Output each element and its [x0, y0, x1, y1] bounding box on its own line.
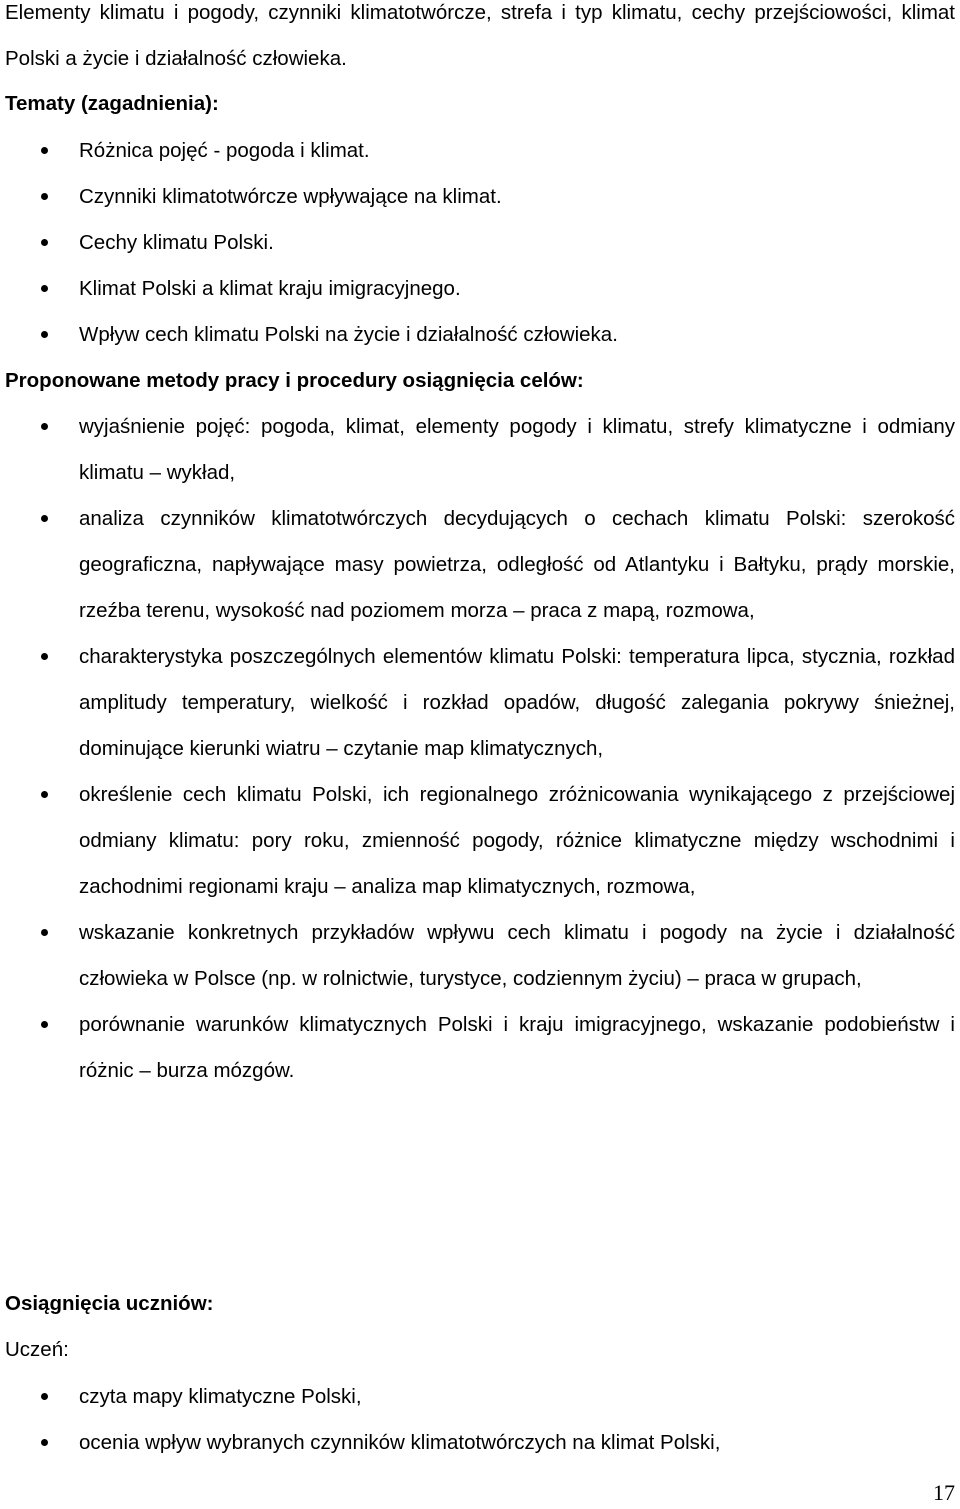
list-item-text: wyjaśnienie pojęć: pogoda, klimat, elementy pogody i klimatu, strefy klimatyczne i odmiany klimatu – wykład,	[79, 415, 955, 484]
bullet-icon	[41, 285, 48, 292]
list-item-text: czyta mapy klimatyczne Polski,	[79, 1385, 362, 1408]
list-item	[0, 1374, 955, 1420]
list-item	[0, 128, 955, 174]
list-item-text: określenie cech klimatu Polski, ich regionalnego zróżnicowania wynikającego z przejściowej odmiany klimatu: pory roku, zmienność pogody, różnice klimatyczne między wschodnimi i zachodnimi regionami kraju – analiza map klimatycznych, rozmowa,	[79, 783, 955, 898]
bullet-icon	[41, 1021, 48, 1028]
list-item-text: Wpływ cech klimatu Polski na życie i działalność człowieka.	[79, 323, 618, 346]
bullet-icon	[41, 1393, 48, 1400]
list-item	[0, 496, 955, 634]
bullet-icon	[41, 147, 48, 154]
list-item-text: porównanie warunków klimatycznych Polski i kraju imigracyjnego, wskazanie podobieństw i różnic – burza mózgów.	[79, 1013, 955, 1082]
achievements-list	[0, 1374, 960, 1466]
list-item	[0, 404, 955, 496]
topics-heading: Tematy (zagadnienia):	[5, 92, 219, 115]
list-item	[0, 266, 955, 312]
list-item	[0, 174, 955, 220]
list-item-text: Klimat Polski a klimat kraju imigracyjnego.	[79, 277, 461, 300]
list-item	[0, 1420, 955, 1466]
page-number: 17	[933, 1480, 955, 1505]
bullet-icon	[41, 423, 48, 430]
list-item-text: Czynniki klimatotwórcze wpływające na klimat.	[79, 185, 502, 208]
achievements-heading: Osiągnięcia uczniów:	[5, 1292, 214, 1315]
student-label: Uczeń:	[5, 1338, 69, 1361]
bullet-icon	[41, 653, 48, 660]
bullet-icon	[41, 1439, 48, 1446]
list-item	[0, 1002, 955, 1094]
methods-list	[0, 404, 960, 1094]
bullet-icon	[41, 239, 48, 246]
list-item-text: Cechy klimatu Polski.	[79, 231, 274, 254]
list-item	[0, 220, 955, 266]
bullet-icon	[41, 515, 48, 522]
intro-paragraph: Elementy klimatu i pogody, czynniki klimatotwórcze, strefa i typ klimatu, cechy przejściowości, klimat Polski a życie i działalność człowieka.	[5, 1, 955, 70]
bullet-icon	[41, 193, 48, 200]
list-item-text: Różnica pojęć - pogoda i klimat.	[79, 139, 370, 162]
topics-list	[0, 128, 960, 358]
methods-heading: Proponowane metody pracy i procedury osiągnięcia celów:	[5, 369, 584, 392]
bullet-icon	[41, 929, 48, 936]
list-item-text: charakterystyka poszczególnych elementów klimatu Polski: temperatura lipca, stycznia, rozkład amplitudy temperatury, wielkość i rozkład opadów, długość zalegania pokrywy śnieżnej, dominujące kierunki wiatru – czytanie map klimatycznych,	[79, 645, 955, 760]
list-item-text: wskazanie konkretnych przykładów wpływu cech klimatu i pogody na życie i działalność człowieka w Polsce (np. w rolnictwie, turystyce, codziennym życiu) – praca w grupach,	[79, 921, 955, 990]
list-item	[0, 634, 955, 772]
list-item-text: ocenia wpływ wybranych czynników klimatotwórczych na klimat Polski,	[79, 1431, 721, 1454]
list-item	[0, 910, 955, 1002]
list-item-text: analiza czynników klimatotwórczych decydujących o cechach klimatu Polski: szerokość geograficzna, napływające masy powietrza, odległość od Atlantyku i Bałtyku, prądy morskie, rzeźba terenu, wysokość nad poziomem morza – praca z mapą, rozmowa,	[79, 507, 955, 622]
list-item	[0, 772, 955, 910]
bullet-icon	[41, 791, 48, 798]
bullet-icon	[41, 331, 48, 338]
list-item	[0, 312, 955, 358]
